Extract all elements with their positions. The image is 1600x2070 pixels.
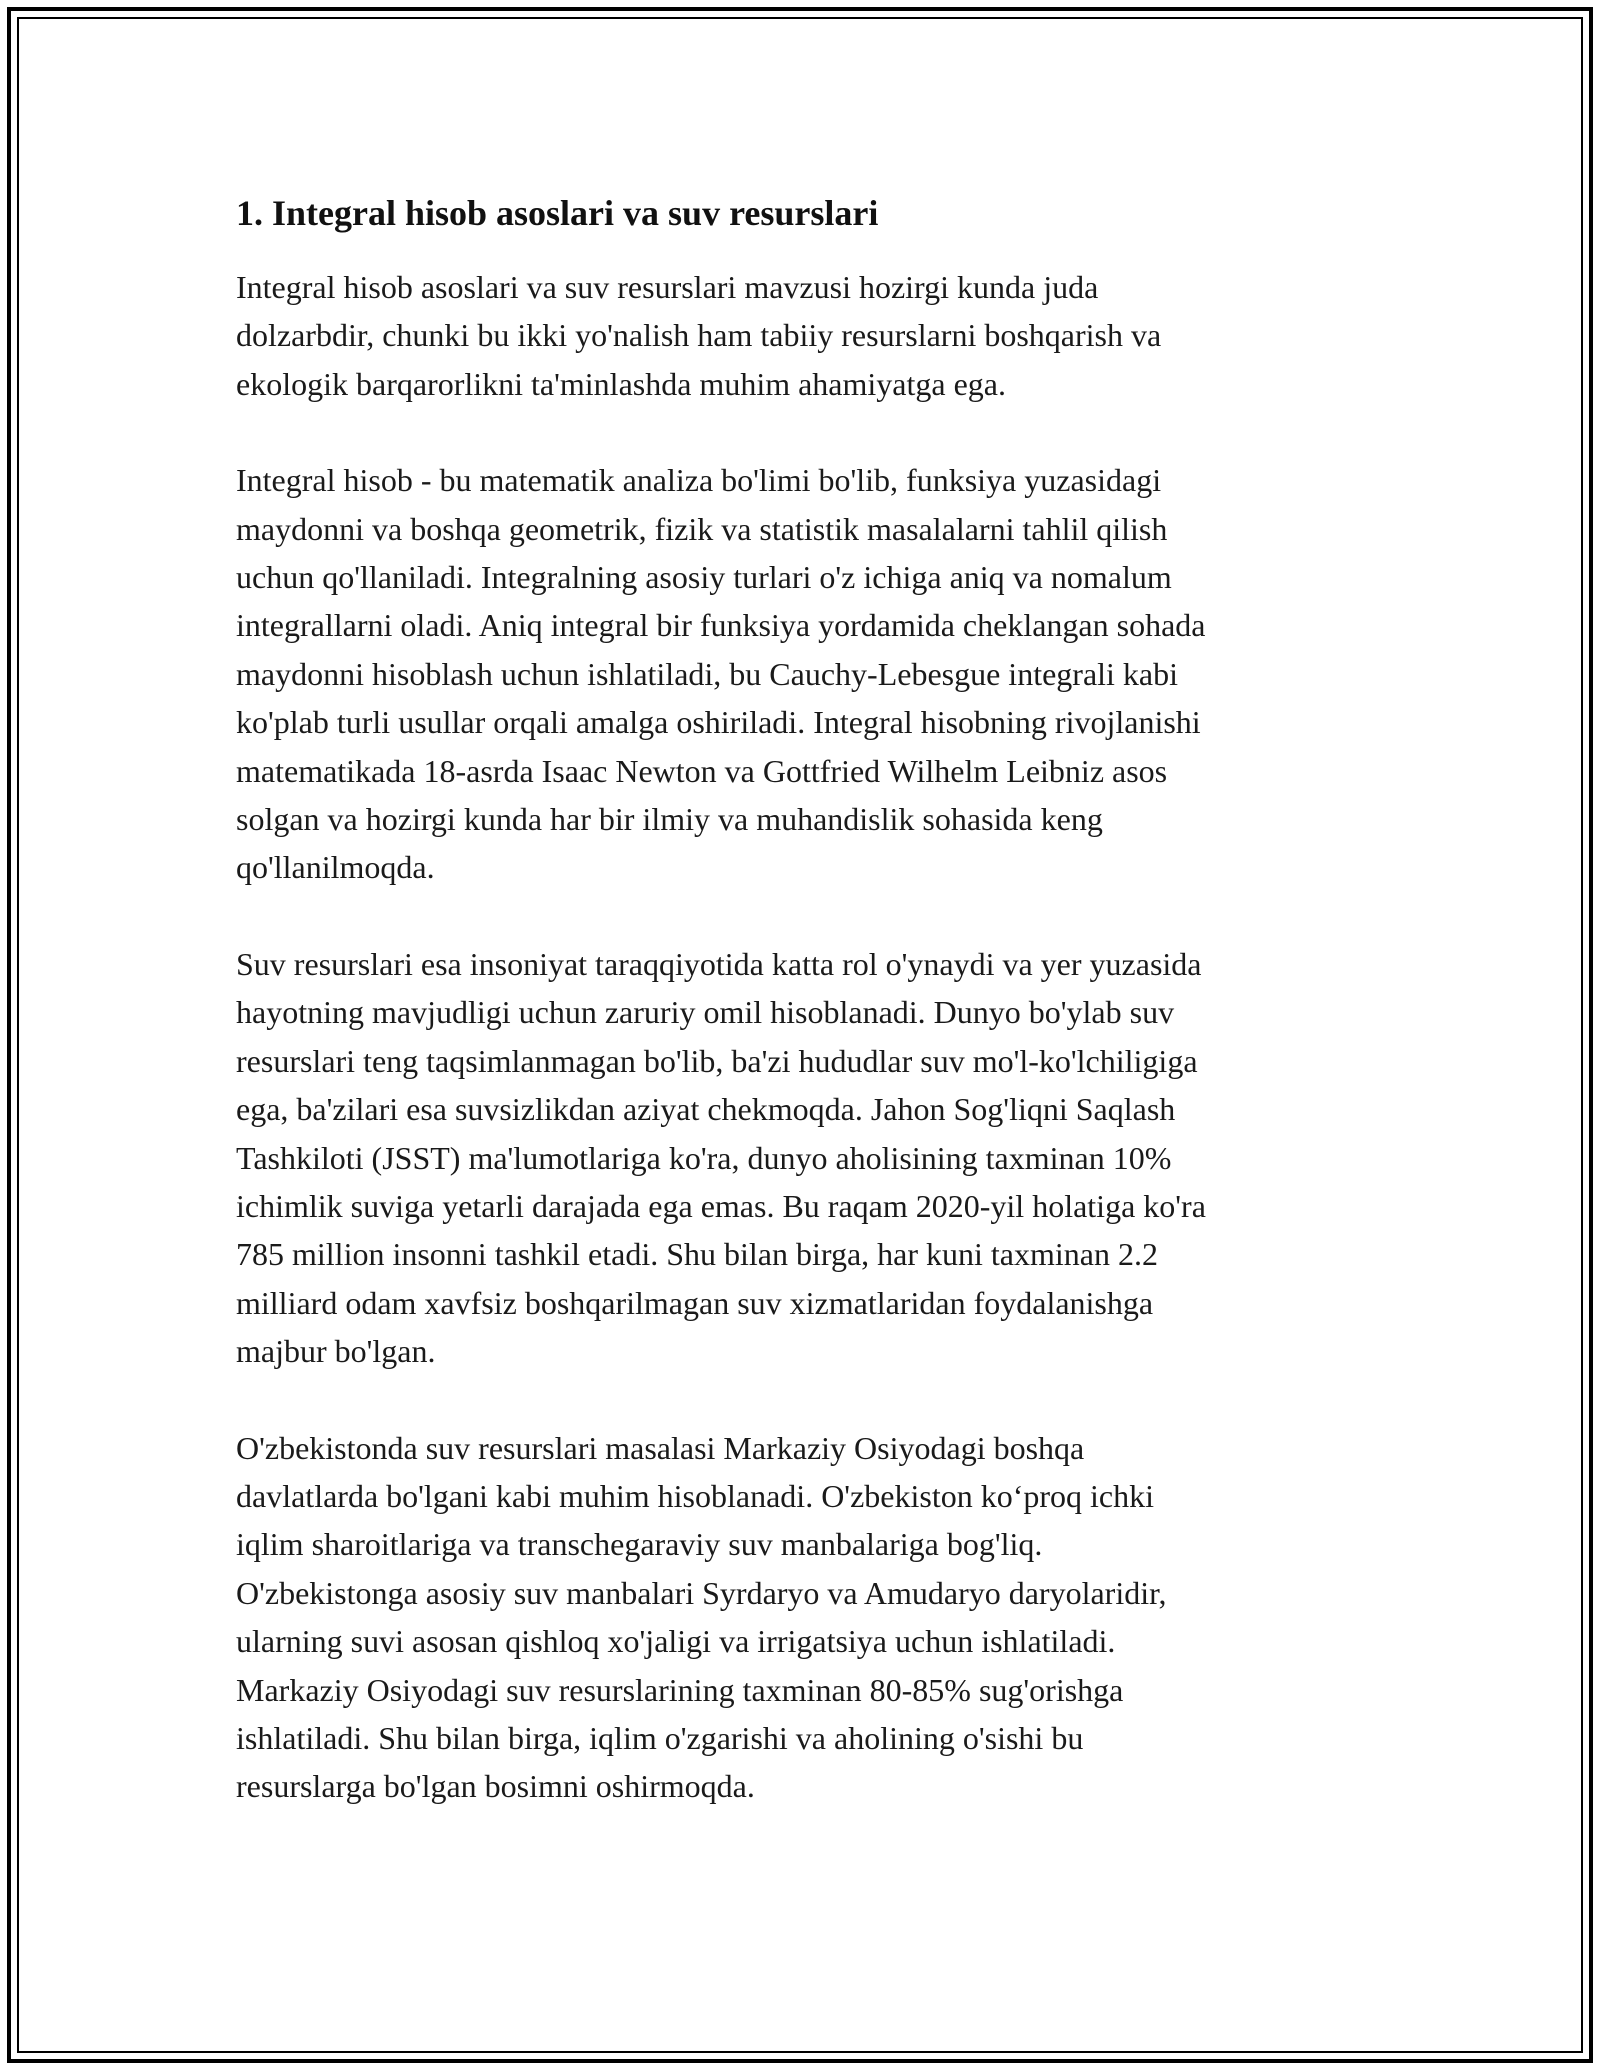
text-line: ko'plab turli usullar orqali amalga oshiriladi. Integral hisobning rivojlanishi — [236, 704, 1201, 741]
paragraph-intro — [236, 263, 1376, 408]
text-line: Tashkiloti (JSST) ma'lumotlariga ko'ra, dunyo aholisining taxminan 10% — [236, 1139, 1172, 1176]
text-line: 785 million insonni tashkil etadi. Shu bilan birga, har kuni taxminan 2.2 — [236, 1236, 1158, 1273]
paragraph-suv-resurslari — [236, 940, 1376, 1376]
text-line: maydonni hisoblash uchun ishlatiladi, bu Cauchy-Lebesgue integrali kabi — [236, 655, 1179, 692]
section-heading: 1. Integral hisob asoslari va suv resurslari — [236, 193, 879, 233]
text-line: dolzarbdir, chunki bu ikki yo'nalish ham tabiiy resurslarni boshqarish va — [236, 317, 1162, 354]
text-line: qo'llanilmoqda. — [236, 849, 435, 886]
text-line: ularning suvi asosan qishloq xo'jaligi va irrigatsiya uchun ishlatiladi. — [236, 1623, 1116, 1660]
text-line: iqlim sharoitlariga va transchegaraviy suv manbalariga bog'liq. — [236, 1526, 1043, 1563]
text-line: uchun qo'llaniladi. Integralning asosiy turlari o'z ichiga aniq va nomalum — [236, 559, 1172, 596]
text-line: Integral hisob asoslari va suv resurslari mavzusi hozirgi kunda juda — [236, 269, 1099, 305]
text-line: resurslari teng taqsimlanmagan bo'lib, ba'zi hududlar suv mo'l-ko'lchiligiga — [236, 1042, 1198, 1079]
text-line: integrallarni oladi. Aniq integral bir funksiya yordamida cheklangan sohada — [236, 607, 1206, 644]
document-body — [236, 185, 1376, 1859]
text-line: O'zbekistonda suv resurslari masalasi Markaziy Osiyodagi boshqa — [236, 1429, 1085, 1466]
text-line: ekologik barqarorlikni ta'minlashda muhim ahamiyatga ega. — [236, 365, 1006, 402]
text-line: maydonni va boshqa geometrik, fizik va statistik masalalarni tahlil qilish — [236, 510, 1168, 547]
text-line: milliard odam xavfsiz boshqarilmagan suv xizmatlaridan foydalanishga — [236, 1284, 1154, 1321]
text-line: matematikada 18-asrda Isaac Newton va Gottfried Wilhelm Leibniz asos — [236, 752, 1168, 789]
text-line: O'zbekistonga asosiy suv manbalari Syrdaryo va Amudaryo daryolaridir, — [236, 1574, 1167, 1611]
text-line: Markaziy Osiyodagi suv resurslarining taxminan 80-85% sug'orishga — [236, 1671, 1124, 1708]
text-line: solgan va hozirgi kunda har bir ilmiy va muhandislik sohasida keng — [236, 801, 1103, 838]
text-line: davlatlarda bo'lgani kabi muhim hisoblanadi. O'zbekiston ko‘proq ichki — [236, 1477, 1154, 1514]
paragraph-integral-hisob — [236, 456, 1376, 892]
text-line: Suv resurslari esa insoniyat taraqqiyotida katta rol o'ynaydi va yer yuzasida — [236, 945, 1202, 982]
text-line: majbur bo'lgan. — [236, 1333, 436, 1370]
text-line: ichimlik suviga yetarli darajada ega emas. Bu raqam 2020-yil holatiga ko'ra — [236, 1187, 1206, 1224]
text-line: Integral hisob - bu matematik analiza bo'limi bo'lib, funksiya yuzasidagi — [236, 462, 1162, 499]
text-line: resurslarga bo'lgan bosimni oshirmoqda. — [236, 1768, 755, 1805]
paragraph-ozbekiston — [236, 1424, 1376, 1811]
text-line: ishlatiladi. Shu bilan birga, iqlim o'zgarishi va aholining o'sishi bu — [236, 1719, 1084, 1756]
text-line: hayotning mavjudligi uchun zaruriy omil hisoblanadi. Dunyo bo'ylab suv — [236, 994, 1175, 1031]
text-line: ega, ba'zilari esa suvsizlikdan aziyat chekmoqda. Jahon Sog'liqni Saqlash — [236, 1091, 1176, 1128]
